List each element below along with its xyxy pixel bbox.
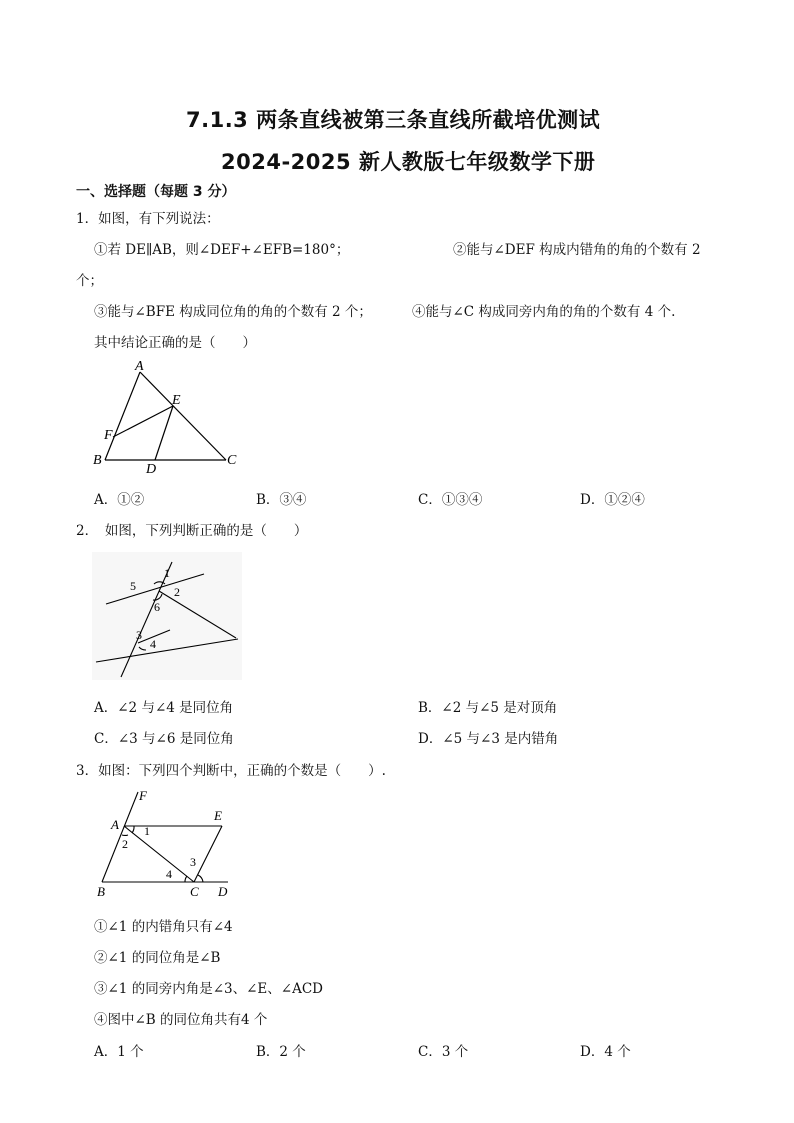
q2-option-a[interactable]: A．∠2 与∠4 是同位角 bbox=[94, 700, 234, 716]
q2-angle-4: 4 bbox=[150, 637, 156, 651]
q1-label-D: D bbox=[146, 462, 157, 477]
q3-figure bbox=[90, 786, 240, 902]
q2-angle-2: 2 bbox=[174, 585, 180, 599]
q3-angle-1: 1 bbox=[144, 824, 150, 838]
section-heading: 一、选择题（每题 3 分） bbox=[76, 184, 236, 200]
q1-statement-1: ①若 DE∥AB，则∠DEF+∠EFB=180°； bbox=[94, 242, 350, 258]
q3-statement-3: ③∠1 的同旁内角是∠3、∠E、∠ACD bbox=[94, 981, 323, 997]
q3-angle-4: 4 bbox=[166, 867, 172, 881]
q3-label-B: B bbox=[97, 884, 105, 899]
q1-label-A: A bbox=[135, 359, 144, 374]
q1-statement-4: ④能与∠C 构成同旁内角的角的个数有 4 个. bbox=[412, 304, 676, 320]
q2-stem: 2． 如图，下列判断正确的是（ ） bbox=[76, 523, 308, 539]
q3-option-d[interactable]: D．4 个 bbox=[580, 1044, 631, 1060]
q1-option-a[interactable]: A．①② bbox=[94, 492, 145, 508]
q1-ask: 其中结论正确的是（ ） bbox=[94, 335, 256, 351]
q1-option-d[interactable]: D．①②④ bbox=[580, 492, 645, 508]
q2-angle-1: 1 bbox=[164, 566, 170, 580]
q3-statement-4: ④图中∠B 的同位角共有4 个 bbox=[94, 1012, 268, 1028]
q3-angle-3: 3 bbox=[190, 855, 196, 869]
q1-figure bbox=[88, 356, 248, 478]
q3-option-c[interactable]: C．3 个 bbox=[418, 1044, 469, 1060]
q1-label-B: B bbox=[93, 453, 102, 468]
q3-label-E: E bbox=[214, 808, 222, 823]
q2-option-b[interactable]: B．∠2 与∠5 是对顶角 bbox=[418, 700, 558, 716]
q1-option-b[interactable]: B．③④ bbox=[256, 492, 307, 508]
q2-angle-3: 3 bbox=[136, 628, 142, 642]
q3-label-F: F bbox=[139, 788, 147, 803]
q3-label-D: D bbox=[218, 884, 228, 899]
q1-label-F: F bbox=[104, 428, 113, 443]
page-title: 7.1.3 两条直线被第三条直线所截培优测试 bbox=[186, 108, 601, 132]
q1-statement-3: ③能与∠BFE 构成同位角的角的个数有 2 个； bbox=[94, 304, 372, 320]
q1-label-E: E bbox=[172, 393, 181, 408]
q2-option-d[interactable]: D．∠5 与∠3 是内错角 bbox=[418, 731, 559, 747]
q3-label-A: A bbox=[111, 817, 119, 832]
page-subtitle: 2024-2025 新人教版七年级数学下册 bbox=[221, 150, 596, 174]
q3-statement-2: ②∠1 的同位角是∠B bbox=[94, 950, 221, 966]
q1-option-c[interactable]: C．①③④ bbox=[418, 492, 483, 508]
q1-statement-2-cont: 个； bbox=[76, 273, 103, 289]
q3-stem: 3．如图：下列四个判断中，正确的个数是（ ）. bbox=[76, 763, 386, 779]
q3-label-C: C bbox=[190, 884, 199, 899]
q2-angle-6: 6 bbox=[154, 600, 160, 614]
q1-stem: 1．如图，有下列说法： bbox=[76, 211, 220, 227]
q3-angle-2: 2 bbox=[122, 837, 128, 851]
q2-option-c[interactable]: C．∠3 与∠6 是同位角 bbox=[94, 731, 234, 747]
q3-option-b[interactable]: B．2 个 bbox=[256, 1044, 306, 1060]
q1-label-C: C bbox=[227, 453, 237, 468]
q3-statement-1: ①∠1 的内错角只有∠4 bbox=[94, 919, 233, 935]
q1-statement-2: ②能与∠DEF 构成内错角的角的个数有 2 bbox=[453, 242, 701, 258]
q2-figure bbox=[92, 552, 242, 680]
q2-angle-5: 5 bbox=[130, 579, 136, 593]
q3-option-a[interactable]: A．1 个 bbox=[94, 1044, 144, 1060]
